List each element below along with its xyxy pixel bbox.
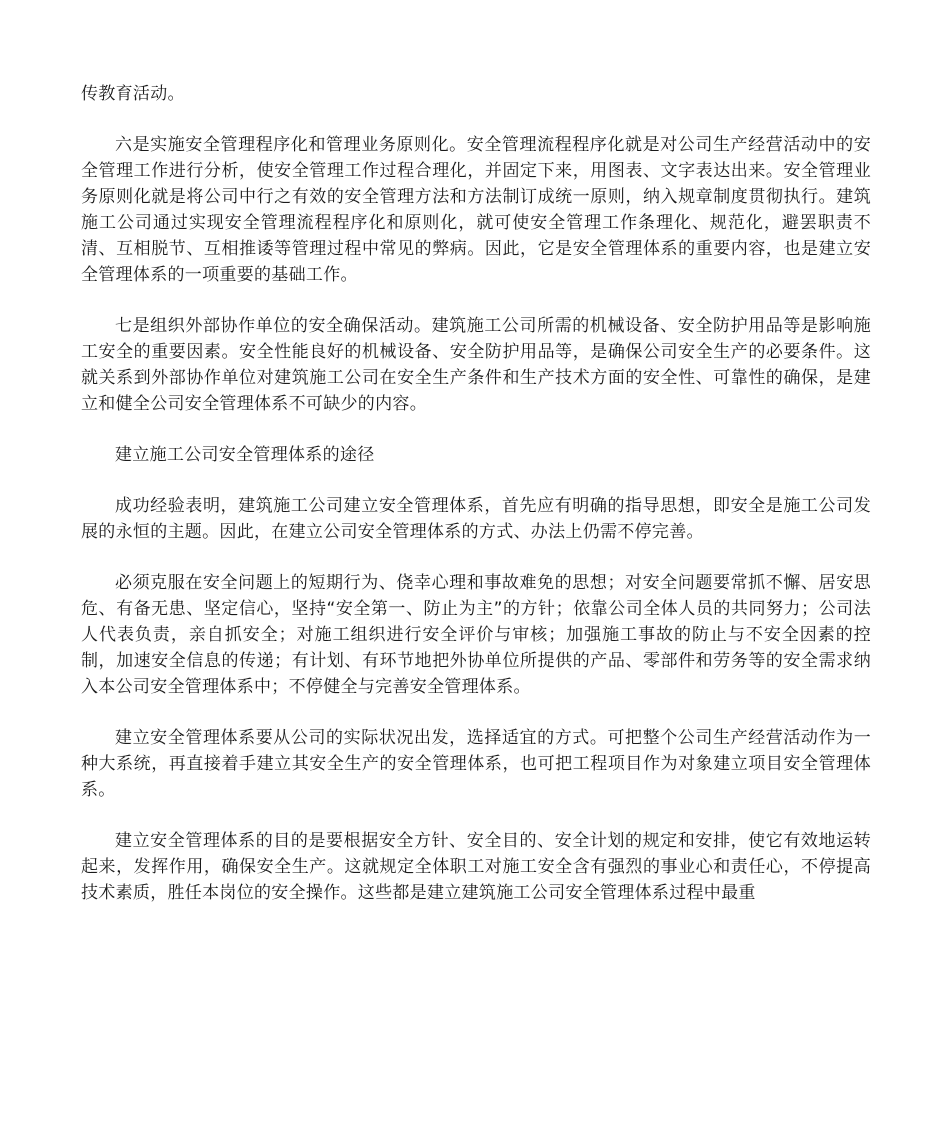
- paragraph-point-seven: 七是组织外部协作单位的安全确保活动。建筑施工公司所需的机械设备、安全防护用品等是影响施工安全的重要因素。安全性能良好的机械设备、安全防护用品等，是确保公司安全生产的必要条件。这就关系到外部协作单位对建筑施工公司在安全生产条件和生产技术方面的安全性、可靠性的确保，是建立和健全公司安全管理体系不可缺少的内容。: [81, 316, 871, 414]
- paragraph-experience: 成功经验表明，建筑施工公司建立安全管理体系，首先应有明确的指导思想，即安全是施工公司发展的永恒的主题。因此，在建立公司安全管理体系的方式、办法上仍需不停完善。: [81, 496, 871, 542]
- paragraph-overcome: 必须克服在安全问题上的短期行为、侥幸心理和事故难免的思想；对安全问题要常抓不懈、居安思危、有备无患、坚定信心，坚持“安全第一、防止为主”的方针；依靠公司全体人员的共同努力；公司法人代表负责，亲自抓安全；对施工组织进行安全评价与审核；加强施工事故的防止与不安全因素的控制，加速安全信息的传递；有计划、有环节地把外协单位所提供的产品、零部件和劳务等的安全需求纳入本公司安全管理体系中；不停健全与完善安全管理体系。: [81, 573, 871, 697]
- document-body: [81, 81, 871, 906]
- paragraph-purpose: 建立安全管理体系的目的是要根据安全方针、安全目的、安全计划的规定和安排，使它有效地运转起来，发挥作用，确保安全生产。这就规定全体职工对施工安全含有强烈的事业心和责任心，不停提高技术素质，胜任本岗位的安全操作。这些都是建立建筑施工公司安全管理体系过程中最重: [81, 831, 871, 903]
- paragraph-approach: 建立安全管理体系要从公司的实际状况出发，选择适宜的方式。可把整个公司生产经营活动作为一种大系统，再直接着手建立其安全生产的安全管理体系，也可把工程项目作为对象建立项目安全管理体系。: [81, 728, 871, 800]
- paragraph-continuation: 传教育活动。: [81, 84, 185, 104]
- paragraph-point-six: 六是实施安全管理程序化和管理业务原则化。安全管理流程程序化就是对公司生产经营活动中的安全管理工作进行分析，使安全管理工作过程合理化，并固定下来，用图表、文字表达出来。安全管理业务原则化就是将公司中行之有效的安全管理方法和方法制订成统一原则，纳入规章制度贯彻执行。建筑施工公司通过实现安全管理流程程序化和原则化，就可使安全管理工作条理化、规范化，避罢职责不清、互相脱节、互相推诿等管理过程中常见的弊病。因此，它是安全管理体系的重要内容，也是建立安全管理体系的一项重要的基础工作。: [81, 135, 871, 285]
- section-heading: 建立施工公司安全管理体系的途径: [115, 445, 375, 465]
